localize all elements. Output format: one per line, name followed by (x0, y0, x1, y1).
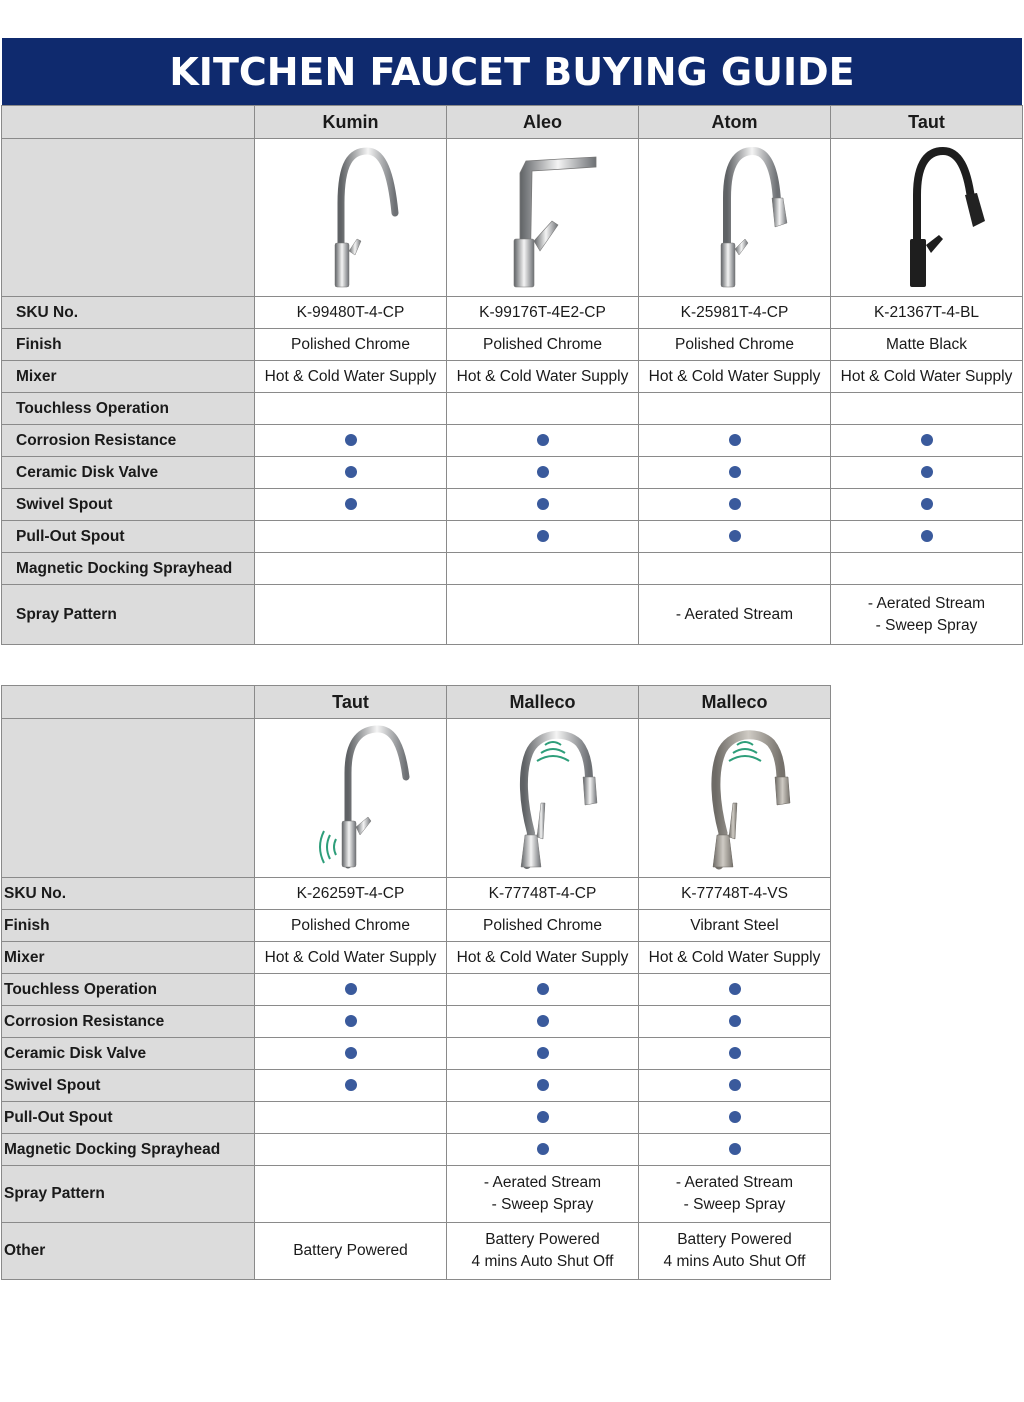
feature-cell (447, 489, 639, 521)
spray-cell (447, 1166, 639, 1223)
other-cell (255, 1223, 447, 1280)
feature-dot-icon (537, 1015, 549, 1027)
spray-line: - Aerated Stream (867, 594, 986, 612)
chrome-faucet-image (478, 143, 608, 293)
product-image-cell (255, 139, 447, 297)
row-label-touchless: Touchless Operation (2, 974, 255, 1006)
row-label-spray: Spray Pattern (2, 1166, 255, 1223)
feature-cell (639, 1102, 831, 1134)
feature-cell (255, 489, 447, 521)
feature-dot-icon (921, 530, 933, 542)
chrome-touchless-faucet-image (483, 723, 603, 873)
comparison-table-2 (1, 685, 831, 1280)
product-name: Malleco (447, 686, 639, 719)
other-line: 4 mins Auto Shut Off (663, 1253, 806, 1270)
feature-dot-icon (729, 1079, 741, 1091)
feature-dot-icon (345, 1079, 357, 1091)
feature-cell (255, 974, 447, 1006)
image-row-label (2, 139, 255, 297)
spray-line: - Sweep Spray (875, 616, 978, 634)
row-label-pullout: Pull-Out Spout (2, 1102, 255, 1134)
mixer-cell: Hot & Cold Water Supply (447, 942, 639, 974)
feature-cell (255, 393, 447, 425)
feature-dot-icon (537, 1047, 549, 1059)
product-name: Kumin (255, 106, 447, 139)
finish-cell: Polished Chrome (255, 910, 447, 942)
feature-dot-icon (921, 466, 933, 478)
comparison-table-1 (1, 105, 1023, 645)
feature-dot-icon (729, 1143, 741, 1155)
product-name: Malleco (639, 686, 831, 719)
feature-dot-icon (537, 434, 549, 446)
feature-cell (639, 1006, 831, 1038)
feature-dot-icon (921, 498, 933, 510)
feature-cell (447, 553, 639, 585)
row-label-swivel: Swivel Spout (2, 489, 255, 521)
product-name: Taut (255, 686, 447, 719)
feature-cell (255, 1070, 447, 1102)
spray-line: - Aerated Stream (483, 1174, 602, 1191)
spray-cell (831, 585, 1023, 645)
other-line: Battery Powered (293, 1242, 408, 1259)
feature-cell (639, 1134, 831, 1166)
finish-cell: Polished Chrome (447, 910, 639, 942)
feature-cell (447, 1134, 639, 1166)
row-label-corrosion: Corrosion Resistance (2, 425, 255, 457)
row-label-sku: SKU No. (2, 297, 255, 329)
mixer-cell: Hot & Cold Water Supply (639, 942, 831, 974)
feature-dot-icon (537, 498, 549, 510)
sku-cell: K-21367T-4-BL (831, 297, 1023, 329)
feature-cell (447, 425, 639, 457)
chrome-faucet-image (291, 143, 411, 293)
mixer-cell: Hot & Cold Water Supply (255, 361, 447, 393)
feature-cell (255, 1134, 447, 1166)
feature-cell (831, 489, 1023, 521)
feature-cell (639, 393, 831, 425)
feature-cell (447, 521, 639, 553)
feature-dot-icon (345, 1047, 357, 1059)
feature-dot-icon (345, 434, 357, 446)
feature-cell (255, 1102, 447, 1134)
black-faucet-image (867, 143, 987, 293)
sku-cell: K-99480T-4-CP (255, 297, 447, 329)
feature-cell (255, 553, 447, 585)
product-image-cell (639, 139, 831, 297)
row-label-ceramic: Ceramic Disk Valve (2, 1038, 255, 1070)
feature-cell (447, 393, 639, 425)
product-name: Atom (639, 106, 831, 139)
product-image-cell (639, 719, 831, 878)
row-label-finish: Finish (2, 910, 255, 942)
feature-dot-icon (729, 1015, 741, 1027)
spray-line: - Sweep Spray (683, 1196, 786, 1213)
mixer-cell: Hot & Cold Water Supply (639, 361, 831, 393)
feature-dot-icon (345, 983, 357, 995)
spray-cell (639, 1166, 831, 1223)
finish-cell: Polished Chrome (255, 329, 447, 361)
feature-cell (831, 393, 1023, 425)
feature-cell (831, 553, 1023, 585)
feature-cell (639, 1070, 831, 1102)
mixer-cell: Hot & Cold Water Supply (447, 361, 639, 393)
feature-cell (255, 457, 447, 489)
feature-dot-icon (537, 1111, 549, 1123)
feature-dot-icon (729, 434, 741, 446)
product-name: Taut (831, 106, 1023, 139)
feature-cell (447, 1006, 639, 1038)
other-line: 4 mins Auto Shut Off (471, 1253, 614, 1270)
row-label-touchless: Touchless Operation (2, 393, 255, 425)
feature-dot-icon (729, 466, 741, 478)
feature-cell (831, 521, 1023, 553)
feature-cell (639, 489, 831, 521)
spray-cell (255, 585, 447, 645)
feature-cell (447, 1070, 639, 1102)
row-label-other: Other (2, 1223, 255, 1280)
finish-cell: Vibrant Steel (639, 910, 831, 942)
sku-cell: K-77748T-4-VS (639, 878, 831, 910)
feature-cell (639, 425, 831, 457)
feature-cell (639, 974, 831, 1006)
feature-dot-icon (729, 1111, 741, 1123)
header-corner (2, 106, 255, 139)
feature-cell (447, 1102, 639, 1134)
feature-cell (831, 425, 1023, 457)
spray-line: - Aerated Stream (675, 605, 794, 623)
mixer-cell: Hot & Cold Water Supply (255, 942, 447, 974)
feature-dot-icon (921, 434, 933, 446)
sku-cell: K-99176T-4E2-CP (447, 297, 639, 329)
other-cell (447, 1223, 639, 1280)
feature-cell (255, 1006, 447, 1038)
row-label-finish: Finish (2, 329, 255, 361)
sku-cell: K-26259T-4-CP (255, 878, 447, 910)
feature-cell (255, 1038, 447, 1070)
feature-cell (639, 553, 831, 585)
row-label-mixer: Mixer (2, 361, 255, 393)
feature-cell (255, 521, 447, 553)
feature-cell (831, 457, 1023, 489)
page-title: KITCHEN FAUCET BUYING GUIDE (2, 38, 1022, 105)
finish-cell: Polished Chrome (447, 329, 639, 361)
image-row-label (2, 719, 255, 878)
feature-dot-icon (345, 466, 357, 478)
other-line: Battery Powered (677, 1231, 792, 1248)
row-label-sku: SKU No. (2, 878, 255, 910)
row-label-magnetic: Magnetic Docking Sprayhead (2, 553, 255, 585)
spray-cell (447, 585, 639, 645)
feature-dot-icon (729, 498, 741, 510)
finish-cell: Polished Chrome (639, 329, 831, 361)
mixer-cell: Hot & Cold Water Supply (831, 361, 1023, 393)
feature-dot-icon (537, 983, 549, 995)
feature-cell (447, 457, 639, 489)
feature-dot-icon (345, 498, 357, 510)
feature-dot-icon (729, 983, 741, 995)
feature-dot-icon (729, 1047, 741, 1059)
spray-line: - Aerated Stream (675, 1174, 794, 1191)
row-label-corrosion: Corrosion Resistance (2, 1006, 255, 1038)
product-image-cell (447, 139, 639, 297)
spray-cell (255, 1166, 447, 1223)
feature-dot-icon (537, 1079, 549, 1091)
sku-cell: K-25981T-4-CP (639, 297, 831, 329)
row-label-spray: Spray Pattern (2, 585, 255, 645)
row-label-pullout: Pull-Out Spout (2, 521, 255, 553)
product-image-cell (255, 719, 447, 878)
feature-cell (447, 1038, 639, 1070)
row-label-ceramic: Ceramic Disk Valve (2, 457, 255, 489)
feature-cell (255, 425, 447, 457)
finish-cell: Matte Black (831, 329, 1023, 361)
row-label-swivel: Swivel Spout (2, 1070, 255, 1102)
row-label-mixer: Mixer (2, 942, 255, 974)
feature-dot-icon (537, 530, 549, 542)
spray-cell (639, 585, 831, 645)
steel-touchless-faucet-image (675, 723, 795, 873)
product-name: Aleo (447, 106, 639, 139)
other-cell (639, 1223, 831, 1280)
chrome-touchless-faucet-image (286, 723, 416, 873)
product-image-cell (447, 719, 639, 878)
chrome-faucet-image (675, 143, 795, 293)
feature-cell (639, 521, 831, 553)
feature-dot-icon (537, 466, 549, 478)
row-label-magnetic: Magnetic Docking Sprayhead (2, 1134, 255, 1166)
sku-cell: K-77748T-4-CP (447, 878, 639, 910)
other-line: Battery Powered (485, 1231, 600, 1248)
feature-dot-icon (729, 530, 741, 542)
feature-cell (447, 974, 639, 1006)
feature-dot-icon (345, 1015, 357, 1027)
feature-dot-icon (537, 1143, 549, 1155)
product-image-cell (831, 139, 1023, 297)
feature-cell (639, 1038, 831, 1070)
header-corner (2, 686, 255, 719)
feature-cell (639, 457, 831, 489)
spray-line: - Sweep Spray (491, 1196, 594, 1213)
